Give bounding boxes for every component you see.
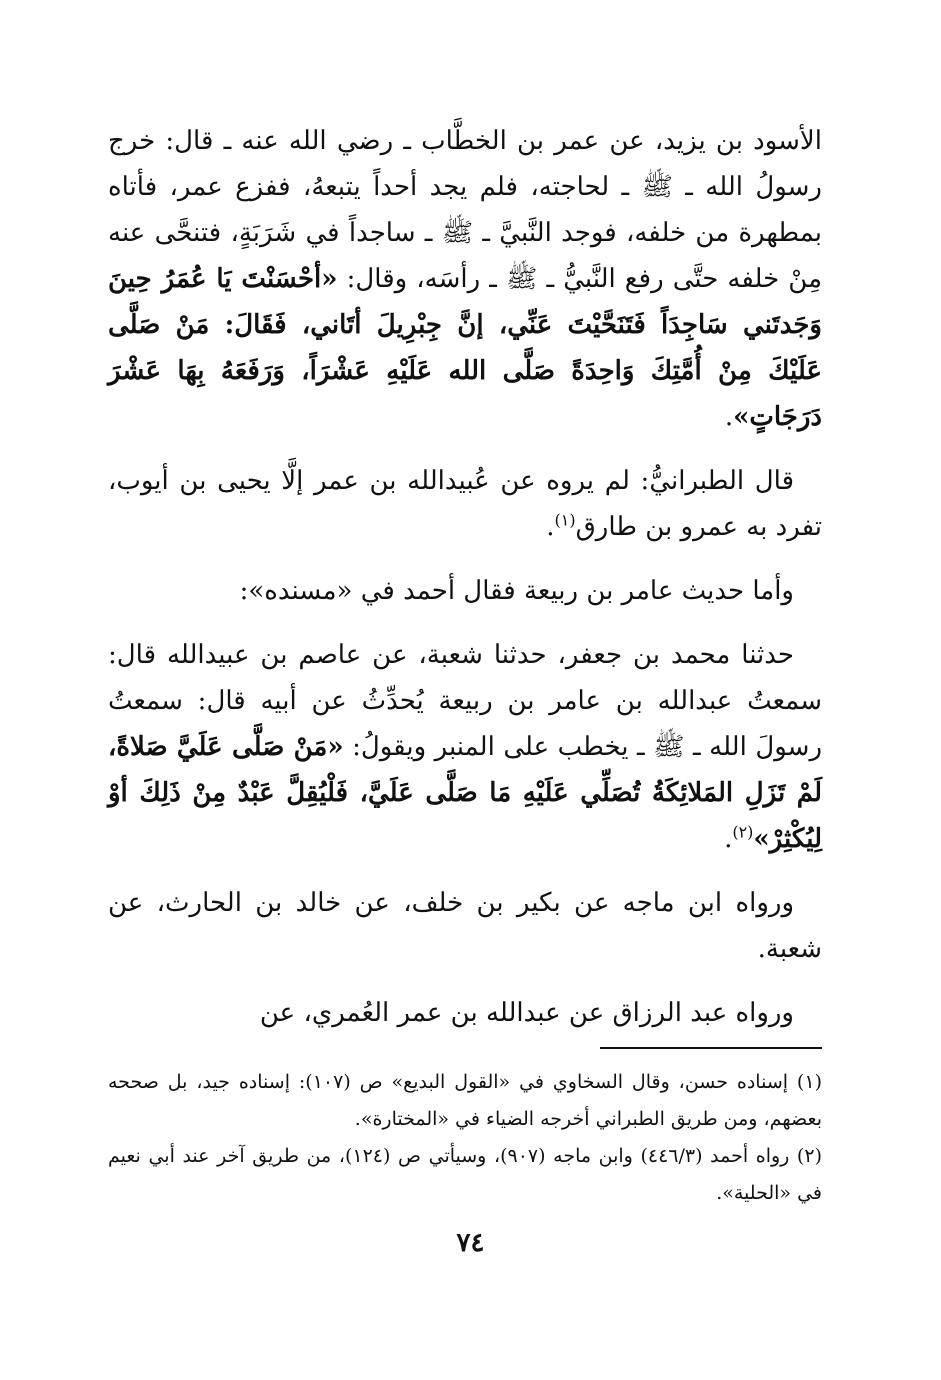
paragraph-5 [108,880,822,972]
paragraph-text: قال الطبرانيُّ: لم يروه عن عُبيدالله بن عمر إلَّا يحيى بن أيوب، تفرد به عمرو بن طارق [108,466,822,542]
hadith-text: «مَنْ صَلَّى عَلَيَّ صَلاةً، لَمْ تَزَلِ المَلائِكَةُ تُصَلِّي عَلَيْهِ مَا صَلَّى عَلَيَّ، فَلْيُقِلَّ عَبْدٌ مِنْ ذَلِكَ أوْ لِيُكْثِرْ» [108,732,822,854]
paragraph-text: وأما حديث عامر بن ربيعة فقال أحمد في «مسنده»: [239,576,794,606]
narration-text: حدثنا محمد بن جعفر، حدثنا شعبة، عن عاصم بن عبيدالله قال: سمعتُ عبدالله بن عامر بن ربيعة يُحدِّثُ عن أبيه قال: سمعتُ رسولَ الله ـ ﷺ ـ يخطب على المنبر ويقولُ: [108,640,822,762]
paragraph-6 [108,990,822,1036]
period: . [546,512,555,542]
main-text [108,118,822,1036]
paragraph-1 [108,118,822,440]
paragraph-2 [108,458,822,550]
footnotes [108,1064,822,1212]
paragraph-text: ورواه ابن ماجه عن بكير بن خلف، عن خالد بن الحارث، عن شعبة. [108,888,822,964]
hadith-text: «أحْسَنْتَ يَا عُمَرُ حِينَ وَجَدتَني سَاجِدَاً فَتَنَحَّيْتَ عَنِّي، إنَّ جِبْرِيلَ أتَاني، فَقَالَ: مَنْ صَلَّى عَلَيْكَ مِنْ أُمَّتِكَ وَاحِدَةً صَلَّى الله عَلَيْهِ عَشْرَاً، وَرَفَعَهُ بِهَا عَشْرَ دَرَجَاتٍ» [108,264,822,432]
paragraph-4 [108,632,822,862]
period: . [724,402,734,432]
footnote-1: (١) إسناده حسن، وقال السخاوي في «القول البديع» ص (١٠٧): إسناده جيد، بل صححه بعضهم، ومن طريق الطبراني أخرجه الضياء في «المختارة». [108,1071,822,1130]
footnote-ref-2: (٢) [732,822,754,842]
footnote-ref-1: (١) [554,510,576,530]
narration-text: الأسود بن يزيد، عن عمر بن الخطَّاب ـ رضي الله عنه ـ قال: خرج رسولُ الله ـ ﷺ ـ لحاجته، فلم يجد أحداً يتبعهُ، ففزع عمر، فأتاه بمطهرة من خلفه، فوجد النَّبيَّ ـ ﷺ ـ ساجداً في شَرَبَةٍ، فتنحَّى عنه مِنْ خلفه حتَّى رفع النَّبيُّ ـ ﷺ ـ رأسَه، وقال: [108,126,822,294]
paragraph-3 [108,568,822,614]
footnote-separator [600,1047,822,1049]
page-number: ٧٤ [456,1228,485,1258]
period: . [724,824,733,854]
paragraph-text: ورواه عبد الرزاق عن عبدالله بن عمر العُمري، عن [259,998,794,1028]
footnote-2: (٢) رواه أحمد (٤٤٦/٣) وابن ماجه (٩٠٧)، وسيأتي ص (١٢٤)، من طريق آخر عند أبي نعيم في «الحلية». [108,1145,822,1204]
